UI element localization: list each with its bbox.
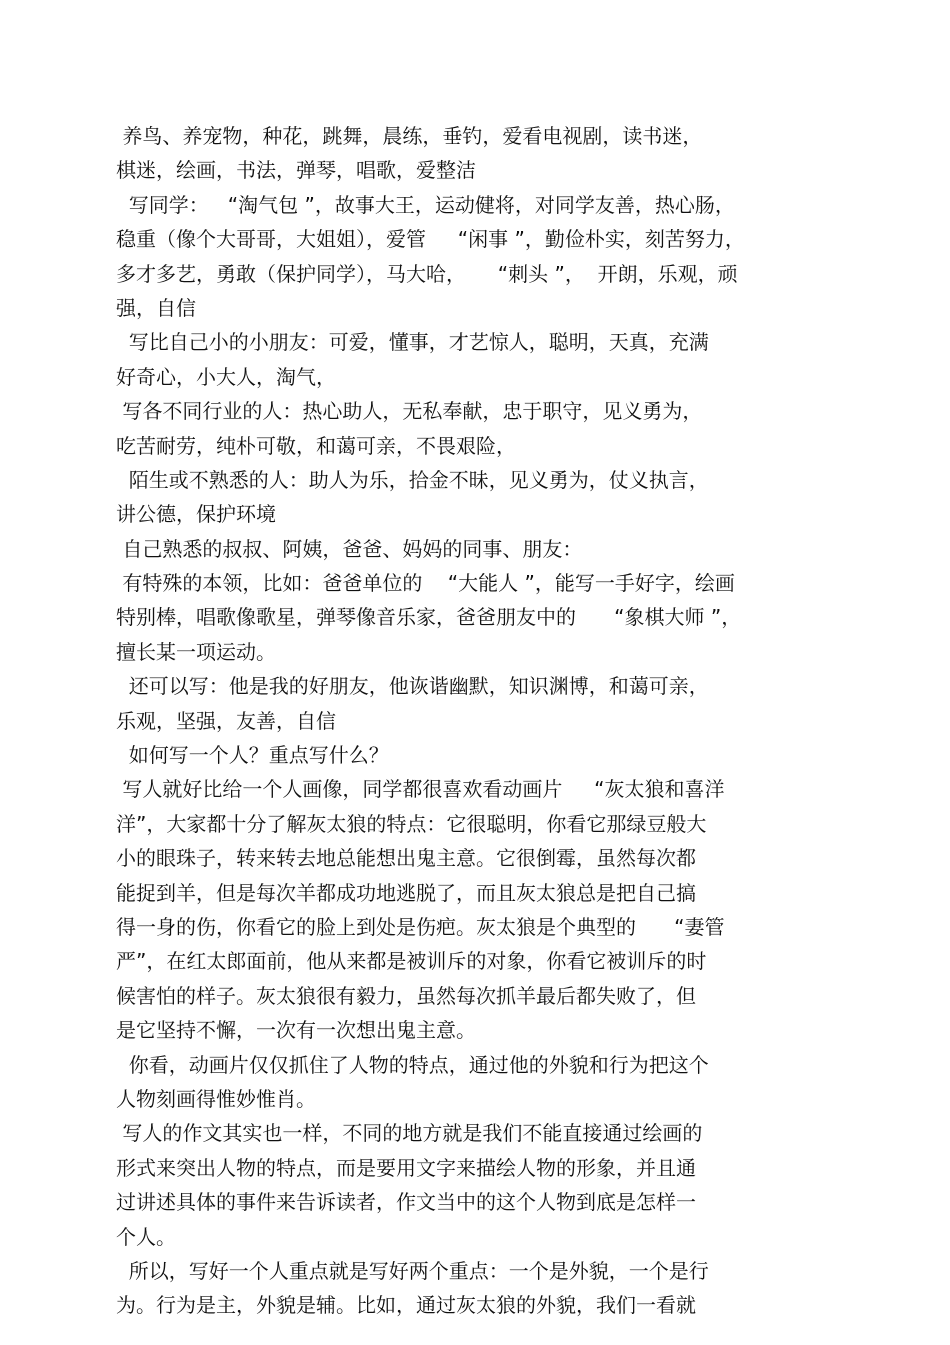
- text-line: 所以，写好一个人重点就是写好两个重点：一个是外貌，一个是行: [116, 1258, 709, 1283]
- text-line: 写各不同行业的人：热心助人，无私奉献，忠于职守，见义勇为，: [116, 399, 703, 424]
- text-line: 形式来突出人物的特点，而是要用文字来描绘人物的形象，并且通: [116, 1155, 696, 1180]
- text-line: 乐观，坚强，友善，自信: [116, 708, 336, 733]
- text-line: 能捉到羊，但是每次羊都成功地逃脱了，而且灰太狼总是把自己搞: [116, 880, 696, 905]
- text-line: 好奇心，小大人，淘气，: [116, 364, 336, 389]
- text-line: 候害怕的样子。灰太狼很有毅力，虽然每次抓羊最后都失败了，但: [116, 983, 696, 1008]
- text-line: 你看，动画片仅仅抓住了人物的特点，通过他的外貌和行为把这个: [116, 1052, 709, 1077]
- text-line: 个人。: [116, 1224, 176, 1249]
- text-line: 写同学： “淘气包 ”，故事大王，运动健将，对同学友善，热心肠，: [116, 192, 735, 217]
- text-line: 擅长某一项运动。: [116, 639, 276, 664]
- text-line: 是它坚持不懈，一次有一次想出鬼主意。: [116, 1018, 476, 1043]
- text-line: 人物刻画得惟妙惟肖。: [116, 1086, 316, 1111]
- text-line: 棋迷，绘画，书法，弹琴，唱歌，爱整洁: [116, 158, 476, 183]
- text-line: 得一身的伤，你看它的脸上到处是伤疤。灰太狼是个典型的 “妻管: [116, 914, 725, 939]
- text-line: 陌生或不熟悉的人：助人为乐，拾金不昧，见义勇为，仗义执言，: [116, 467, 709, 492]
- text-line: 多才多艺，勇敢（保护同学），马大哈， “刺头 ”， 开朗，乐观，顽: [116, 261, 738, 286]
- text-line: 稳重（像个大哥哥，大姐姐），爱管 “闲事 ”，勤俭朴实，刻苦努力，: [116, 227, 745, 252]
- text-line: 洋”，大家都十分了解灰太狼的特点：它很聪明，你看它那绿豆般大: [116, 811, 707, 836]
- text-line: 过讲述具体的事件来告诉读者，作文当中的这个人物到底是怎样一: [116, 1190, 696, 1215]
- text-line: 还可以写：他是我的好朋友，他诙谐幽默，知识渊博，和蔼可亲，: [116, 674, 709, 699]
- text-line: 自己熟悉的叔叔、阿姨，爸爸、妈妈的同事、朋友：: [116, 536, 583, 561]
- text-line: 小的眼珠子，转来转去地总能想出鬼主意。它很倒霉，虽然每次都: [116, 846, 696, 871]
- text-line: 强，自信: [116, 295, 196, 320]
- text-line: 养鸟、养宠物，种花，跳舞，晨练，垂钓，爱看电视剧，读书迷，: [116, 124, 703, 148]
- text-line: 有特殊的本领，比如：爸爸单位的 “大能人 ”，能写一手好字，绘画: [116, 571, 735, 596]
- text-line: 讲公德，保护环境: [116, 502, 276, 527]
- text-line: 吃苦耐劳，纯朴可敬，和蔼可亲，不畏艰险，: [116, 433, 516, 458]
- text-line: 如何写一个人？重点写什么？: [116, 743, 389, 768]
- text-line: 写比自己小的小朋友：可爱，懂事，才艺惊人，聪明，天真，充满: [116, 330, 709, 355]
- text-line: 为。行为是主，外貌是辅。比如，通过灰太狼的外貌，我们一看就: [116, 1293, 696, 1318]
- text-line: 特别棒，唱歌像歌星，弹琴像音乐家，爸爸朋友中的 “象棋大师 ”，: [116, 605, 742, 630]
- text-line: 写人就好比给一个人画像，同学都很喜欢看动画片 “灰太狼和喜洋: [116, 777, 725, 802]
- text-line: 写人的作文其实也一样，不同的地方就是我们不能直接通过绘画的: [116, 1121, 703, 1146]
- text-line: 严”，在红太郎面前，他从来都是被训斥的对象，你看它被训斥的时: [116, 949, 707, 974]
- body-text: [116, 119, 836, 1323]
